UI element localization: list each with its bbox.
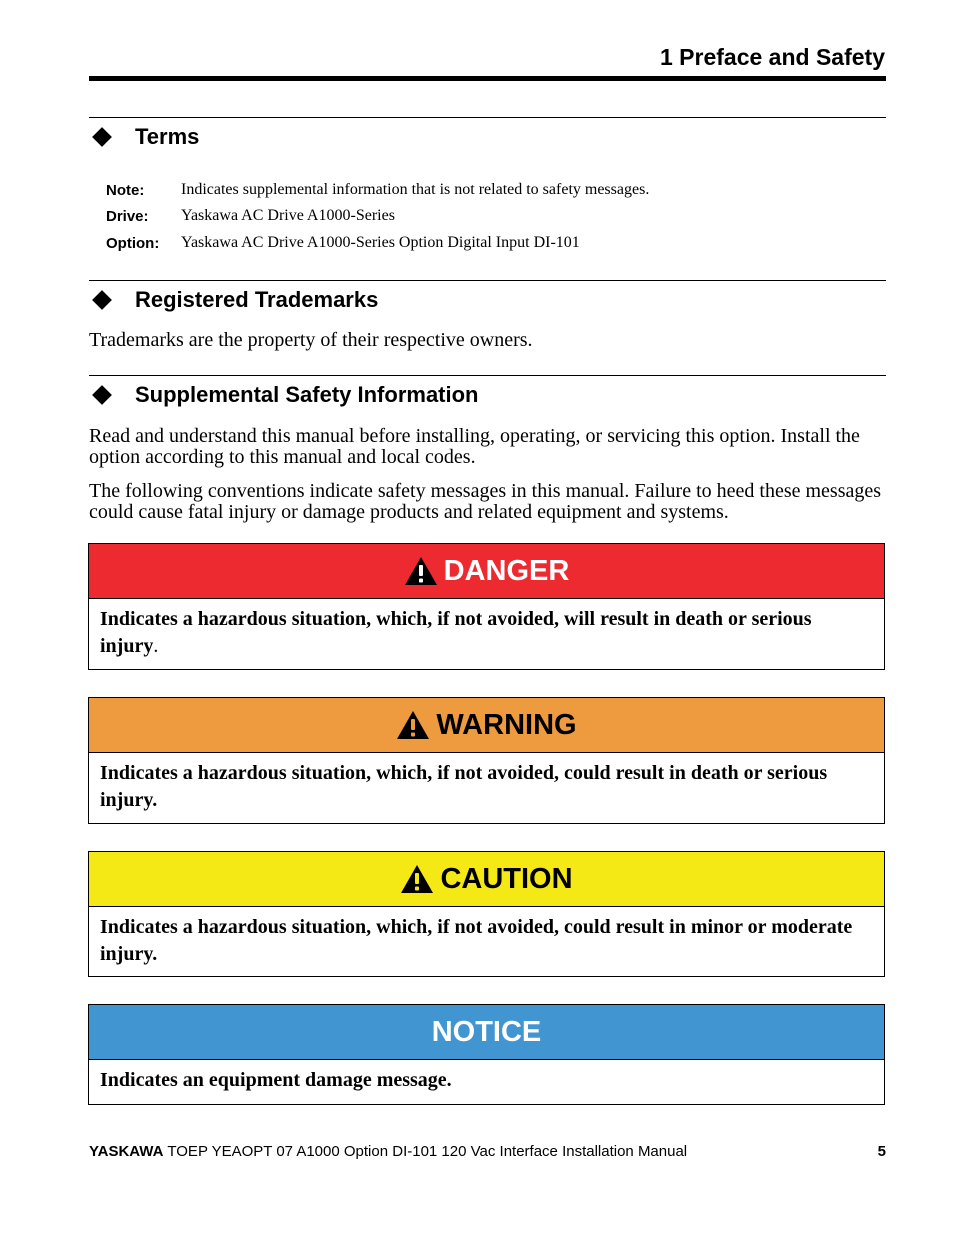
notice-message-box	[88, 1004, 885, 1105]
warning-triangle-icon	[396, 710, 430, 740]
notice-label: NOTICE	[431, 1015, 542, 1048]
footer-manual-title	[89, 1143, 687, 1160]
caution-header	[89, 852, 884, 907]
section-heading-trademarks	[92, 285, 378, 315]
section-title: Supplemental Safety Information	[135, 382, 479, 407]
section-rule-trademarks	[89, 280, 886, 281]
warning-triangle-icon	[404, 556, 438, 586]
danger-text-period: .	[153, 635, 159, 657]
section-rule-terms	[89, 117, 886, 118]
term-row	[106, 180, 649, 200]
trademarks-paragraph: Trademarks are the property of their respective owners.	[89, 329, 533, 351]
diamond-bullet-icon	[92, 290, 112, 310]
section-title: Registered Trademarks	[135, 287, 379, 312]
section-rule-safety	[89, 375, 886, 376]
warning-message-box	[88, 697, 885, 824]
safety-paragraph-1: Read and understand this manual before installing, operating, or servicing this option. Install the option according to this manual and local codes.	[89, 425, 860, 468]
term-definition: Indicates supplemental information that is not related to safety messages.	[181, 181, 650, 198]
term-row	[106, 233, 580, 253]
caution-text: Indicates a hazardous situation, which, if not avoided, could result in minor or moderate injury.	[100, 916, 853, 965]
warning-label: WARNING	[436, 708, 577, 741]
term-definition: Yaskawa AC Drive A1000-Series	[181, 207, 395, 224]
term-definition: Yaskawa AC Drive A1000-Series Option Digital Input DI-101	[181, 234, 580, 251]
footer-brand: YASKAWA	[89, 1143, 164, 1160]
page-header-title: 1 Preface and Safety	[659, 44, 885, 70]
term-label: Drive:	[106, 207, 149, 225]
danger-label: DANGER	[443, 554, 570, 587]
term-row	[106, 206, 395, 226]
danger-text: Indicates a hazardous situation, which, if not avoided, will result in death or serious injury	[100, 608, 812, 657]
caution-label: CAUTION	[440, 862, 573, 895]
section-heading-terms	[92, 122, 199, 152]
danger-header	[89, 544, 884, 599]
notice-text: Indicates an equipment damage message.	[100, 1069, 452, 1091]
term-label: Note:	[106, 181, 145, 199]
warning-text: Indicates a hazardous situation, which, if not avoided, could result in death or serious injury.	[100, 762, 828, 811]
danger-message-box	[88, 543, 885, 670]
diamond-bullet-icon	[92, 127, 112, 147]
warning-triangle-icon	[400, 864, 434, 894]
term-label: Option:	[106, 234, 160, 252]
notice-header	[89, 1005, 884, 1060]
footer-manual-name: TOEP YEAOPT 07 A1000 Option DI-101 120 Vac Interface Installation Manual	[167, 1143, 688, 1160]
section-title: Terms	[135, 124, 200, 149]
page-number: 5	[877, 1143, 886, 1160]
warning-header	[89, 698, 884, 753]
danger-body	[89, 599, 884, 660]
diamond-bullet-icon	[92, 385, 112, 405]
section-heading-safety	[92, 380, 479, 410]
caution-message-box	[88, 851, 885, 977]
header-rule	[89, 76, 886, 81]
safety-paragraph-2: The following conventions indicate safety messages in this manual. Failure to heed these messages could cause fatal injury or damage products and related equipment and systems.	[89, 480, 882, 523]
